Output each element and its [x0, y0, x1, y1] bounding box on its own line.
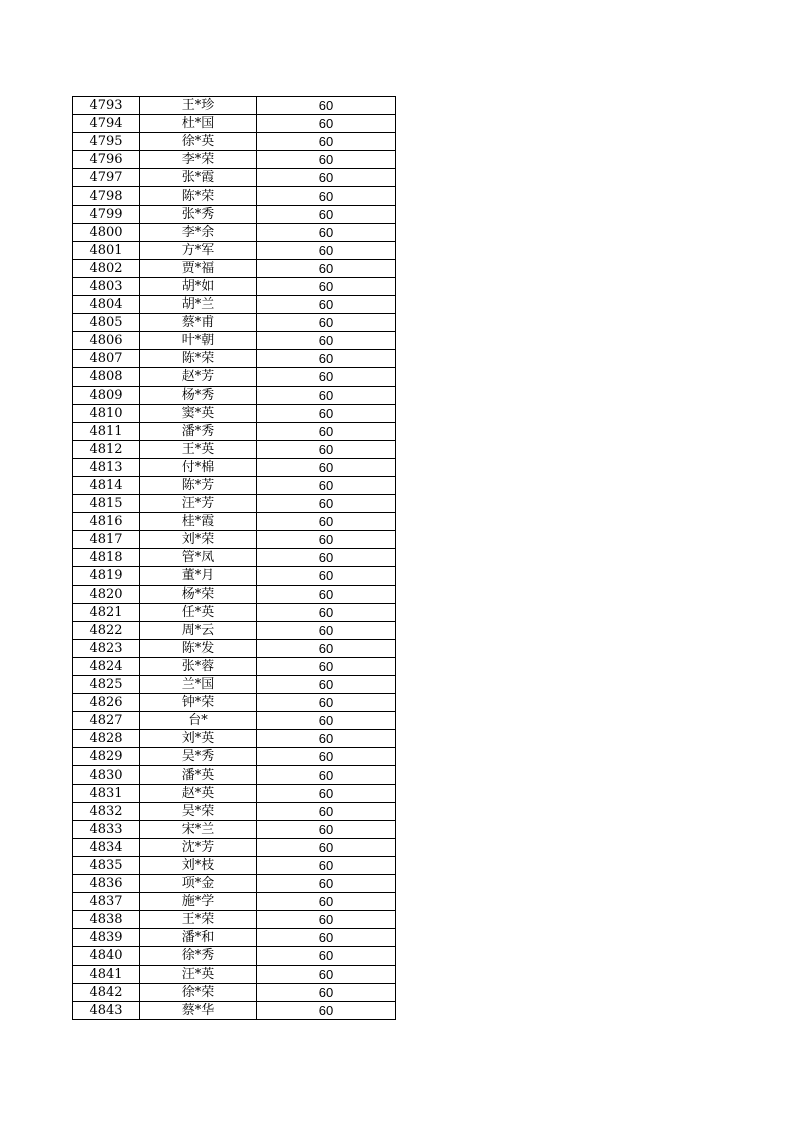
amount-cell: 60	[257, 603, 396, 621]
amount-cell: 60	[257, 947, 396, 965]
table-row	[73, 332, 396, 350]
row-number-cell: 4802	[73, 259, 140, 277]
name-cell: 蔡*甫	[140, 314, 257, 332]
name-cell: 潘*秀	[140, 422, 257, 440]
table-row	[73, 458, 396, 476]
row-number-cell: 4799	[73, 205, 140, 223]
row-number-cell: 4837	[73, 893, 140, 911]
row-number-cell: 4806	[73, 332, 140, 350]
name-cell: 陈*荣	[140, 187, 257, 205]
row-number-cell: 4841	[73, 965, 140, 983]
name-cell: 钟*荣	[140, 694, 257, 712]
name-cell: 赵*芳	[140, 368, 257, 386]
name-cell: 宋*兰	[140, 820, 257, 838]
row-number-cell: 4839	[73, 929, 140, 947]
row-number-cell: 4835	[73, 856, 140, 874]
amount-cell: 60	[257, 133, 396, 151]
amount-cell: 60	[257, 259, 396, 277]
name-cell: 李*荣	[140, 151, 257, 169]
row-number-cell: 4814	[73, 476, 140, 494]
name-cell: 付*棉	[140, 458, 257, 476]
name-cell: 赵*英	[140, 784, 257, 802]
table-row	[73, 657, 396, 675]
row-number-cell: 4793	[73, 97, 140, 115]
row-number-cell: 4816	[73, 513, 140, 531]
row-number-cell: 4812	[73, 440, 140, 458]
name-cell: 沈*芳	[140, 838, 257, 856]
row-number-cell: 4830	[73, 766, 140, 784]
row-number-cell: 4818	[73, 549, 140, 567]
table-row	[73, 893, 396, 911]
table-row	[73, 296, 396, 314]
row-number-cell: 4843	[73, 1001, 140, 1019]
table-row	[73, 929, 396, 947]
amount-cell: 60	[257, 802, 396, 820]
row-number-cell: 4810	[73, 404, 140, 422]
table-row	[73, 567, 396, 585]
row-number-cell: 4829	[73, 748, 140, 766]
row-number-cell: 4825	[73, 676, 140, 694]
row-number-cell: 4795	[73, 133, 140, 151]
amount-cell: 60	[257, 856, 396, 874]
row-number-cell: 4832	[73, 802, 140, 820]
table-row	[73, 169, 396, 187]
table-row	[73, 875, 396, 893]
amount-cell: 60	[257, 151, 396, 169]
table-row	[73, 495, 396, 513]
row-number-cell: 4808	[73, 368, 140, 386]
amount-cell: 60	[257, 929, 396, 947]
row-number-cell: 4800	[73, 223, 140, 241]
name-cell: 窦*英	[140, 404, 257, 422]
row-number-cell: 4840	[73, 947, 140, 965]
amount-cell: 60	[257, 730, 396, 748]
amount-cell: 60	[257, 567, 396, 585]
amount-cell: 60	[257, 205, 396, 223]
table-row	[73, 223, 396, 241]
row-number-cell: 4827	[73, 712, 140, 730]
name-cell: 贾*福	[140, 259, 257, 277]
amount-cell: 60	[257, 332, 396, 350]
name-cell: 方*军	[140, 241, 257, 259]
amount-cell: 60	[257, 838, 396, 856]
amount-cell: 60	[257, 621, 396, 639]
table-row	[73, 1001, 396, 1019]
amount-cell: 60	[257, 314, 396, 332]
table-row	[73, 115, 396, 133]
name-cell: 台*	[140, 712, 257, 730]
amount-cell: 60	[257, 639, 396, 657]
table-row	[73, 694, 396, 712]
row-number-cell: 4822	[73, 621, 140, 639]
amount-cell: 60	[257, 965, 396, 983]
amount-cell: 60	[257, 97, 396, 115]
amount-cell: 60	[257, 296, 396, 314]
name-cell: 徐*秀	[140, 947, 257, 965]
name-cell: 李*余	[140, 223, 257, 241]
table-row	[73, 603, 396, 621]
table-row	[73, 187, 396, 205]
table-row	[73, 440, 396, 458]
name-cell: 胡*兰	[140, 296, 257, 314]
amount-cell: 60	[257, 820, 396, 838]
amount-cell: 60	[257, 115, 396, 133]
name-cell: 管*凤	[140, 549, 257, 567]
row-number-cell: 4813	[73, 458, 140, 476]
name-cell: 施*学	[140, 893, 257, 911]
table-row	[73, 97, 396, 115]
amount-cell: 60	[257, 277, 396, 295]
name-cell: 杨*秀	[140, 386, 257, 404]
name-cell: 陈*芳	[140, 476, 257, 494]
amount-cell: 60	[257, 368, 396, 386]
amount-cell: 60	[257, 1001, 396, 1019]
row-number-cell: 4804	[73, 296, 140, 314]
row-number-cell: 4811	[73, 422, 140, 440]
table-row	[73, 947, 396, 965]
name-cell: 汪*芳	[140, 495, 257, 513]
row-number-cell: 4842	[73, 983, 140, 1001]
amount-cell: 60	[257, 223, 396, 241]
table-row	[73, 983, 396, 1001]
amount-cell: 60	[257, 187, 396, 205]
table-row	[73, 350, 396, 368]
name-cell: 徐*荣	[140, 983, 257, 1001]
amount-cell: 60	[257, 513, 396, 531]
name-cell: 王*珍	[140, 97, 257, 115]
row-number-cell: 4838	[73, 911, 140, 929]
table-row	[73, 549, 396, 567]
row-number-cell: 4794	[73, 115, 140, 133]
table-row	[73, 386, 396, 404]
row-number-cell: 4805	[73, 314, 140, 332]
table-row	[73, 476, 396, 494]
amount-cell: 60	[257, 585, 396, 603]
amount-cell: 60	[257, 694, 396, 712]
amount-cell: 60	[257, 531, 396, 549]
name-cell: 陈*发	[140, 639, 257, 657]
row-number-cell: 4820	[73, 585, 140, 603]
row-number-cell: 4836	[73, 875, 140, 893]
amount-cell: 60	[257, 893, 396, 911]
table-row	[73, 133, 396, 151]
table-row	[73, 911, 396, 929]
row-number-cell: 4798	[73, 187, 140, 205]
name-cell: 蔡*华	[140, 1001, 257, 1019]
amount-cell: 60	[257, 495, 396, 513]
amount-cell: 60	[257, 784, 396, 802]
row-number-cell: 4797	[73, 169, 140, 187]
row-number-cell: 4801	[73, 241, 140, 259]
table-row	[73, 513, 396, 531]
name-cell: 潘*英	[140, 766, 257, 784]
amount-cell: 60	[257, 983, 396, 1001]
table-row	[73, 277, 396, 295]
row-number-cell: 4809	[73, 386, 140, 404]
amount-cell: 60	[257, 911, 396, 929]
amount-cell: 60	[257, 875, 396, 893]
table-row	[73, 639, 396, 657]
name-cell: 周*云	[140, 621, 257, 639]
name-cell: 陈*荣	[140, 350, 257, 368]
amount-cell: 60	[257, 386, 396, 404]
name-cell: 吴*秀	[140, 748, 257, 766]
table-row	[73, 585, 396, 603]
amount-cell: 60	[257, 657, 396, 675]
name-cell: 叶*朝	[140, 332, 257, 350]
name-cell: 桂*霞	[140, 513, 257, 531]
row-number-cell: 4824	[73, 657, 140, 675]
amount-cell: 60	[257, 549, 396, 567]
amount-cell: 60	[257, 169, 396, 187]
amount-cell: 60	[257, 476, 396, 494]
table-row	[73, 621, 396, 639]
table-row	[73, 314, 396, 332]
name-cell: 杨*荣	[140, 585, 257, 603]
name-cell: 张*秀	[140, 205, 257, 223]
table-row	[73, 856, 396, 874]
amount-cell: 60	[257, 440, 396, 458]
row-number-cell: 4817	[73, 531, 140, 549]
table-row	[73, 730, 396, 748]
row-number-cell: 4831	[73, 784, 140, 802]
row-number-cell: 4796	[73, 151, 140, 169]
row-number-cell: 4819	[73, 567, 140, 585]
name-cell: 刘*枝	[140, 856, 257, 874]
name-cell: 张*蓉	[140, 657, 257, 675]
name-cell: 兰*国	[140, 676, 257, 694]
name-cell: 徐*英	[140, 133, 257, 151]
name-cell: 王*荣	[140, 911, 257, 929]
table-row	[73, 712, 396, 730]
table-row	[73, 151, 396, 169]
table-row	[73, 241, 396, 259]
name-cell: 王*英	[140, 440, 257, 458]
name-cell: 汪*英	[140, 965, 257, 983]
amount-cell: 60	[257, 712, 396, 730]
amount-cell: 60	[257, 748, 396, 766]
table-row	[73, 404, 396, 422]
row-number-cell: 4826	[73, 694, 140, 712]
row-number-cell: 4834	[73, 838, 140, 856]
row-number-cell: 4815	[73, 495, 140, 513]
table-row	[73, 802, 396, 820]
name-cell: 刘*英	[140, 730, 257, 748]
table-row	[73, 838, 396, 856]
row-number-cell: 4803	[73, 277, 140, 295]
amount-cell: 60	[257, 422, 396, 440]
name-cell: 潘*和	[140, 929, 257, 947]
amount-cell: 60	[257, 404, 396, 422]
name-cell: 董*月	[140, 567, 257, 585]
name-cell: 张*霞	[140, 169, 257, 187]
amount-cell: 60	[257, 766, 396, 784]
table-row	[73, 676, 396, 694]
table-row	[73, 784, 396, 802]
table-row	[73, 531, 396, 549]
table-row	[73, 422, 396, 440]
table-body	[73, 97, 396, 1020]
name-cell: 胡*如	[140, 277, 257, 295]
table-row	[73, 259, 396, 277]
data-table	[72, 96, 396, 1020]
amount-cell: 60	[257, 458, 396, 476]
name-cell: 刘*荣	[140, 531, 257, 549]
row-number-cell: 4823	[73, 639, 140, 657]
row-number-cell: 4828	[73, 730, 140, 748]
name-cell: 项*金	[140, 875, 257, 893]
row-number-cell: 4821	[73, 603, 140, 621]
row-number-cell: 4833	[73, 820, 140, 838]
table-row	[73, 820, 396, 838]
name-cell: 任*英	[140, 603, 257, 621]
table-row	[73, 766, 396, 784]
name-cell: 吴*荣	[140, 802, 257, 820]
table-row	[73, 965, 396, 983]
table-row	[73, 748, 396, 766]
table-row	[73, 368, 396, 386]
name-cell: 杜*国	[140, 115, 257, 133]
row-number-cell: 4807	[73, 350, 140, 368]
amount-cell: 60	[257, 676, 396, 694]
table-row	[73, 205, 396, 223]
amount-cell: 60	[257, 350, 396, 368]
amount-cell: 60	[257, 241, 396, 259]
